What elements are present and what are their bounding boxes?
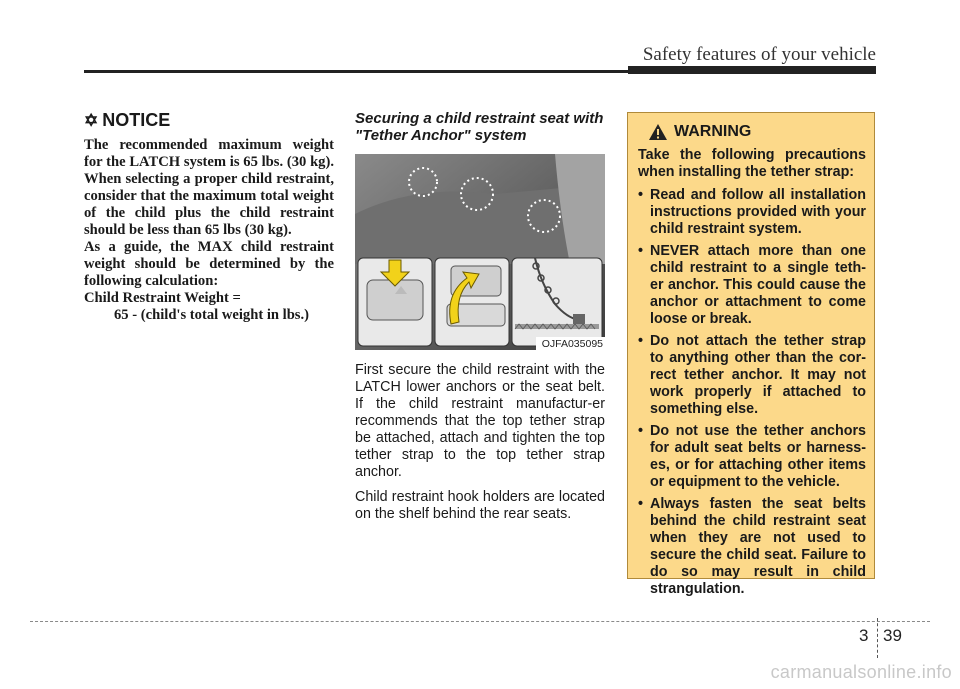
warning-intro: Take the following precautions when installing the tether strap: [638, 147, 866, 180]
notice-paragraph: The recommended maximum weight for the LATCH system is 65 lbs. (30 kg). When selecting a proper child restraint, consider that the maximum total weight of the child plus the child restraint should be less than 65 lbs (30 kg). [84, 137, 334, 238]
warning-heading [648, 123, 866, 141]
warning-title: WARNING [674, 123, 752, 140]
warning-item: • Do not use the tether anchors for adult seat belts or harness-es, or for attaching other items or equipment to the vehicle. [638, 423, 866, 491]
watermark: carmanualsonline.info [770, 662, 952, 682]
tether-section [355, 110, 605, 531]
header-tab [628, 66, 876, 74]
tether-anchor-figure [355, 154, 605, 350]
page-divider [877, 618, 878, 658]
warning-item: • Do not attach the tether strap to anything other than the cor-rect tether anchor. It may not work properly if attached to something else. [638, 333, 866, 418]
notice-title: NOTICE [102, 110, 171, 130]
page-number: 39 [883, 626, 902, 645]
figure-illustration [355, 154, 605, 350]
notice-section [84, 110, 334, 324]
section-body [355, 362, 605, 523]
chapter-number: 3 [859, 626, 869, 645]
figure-code: OJFA035095 [536, 337, 605, 350]
warning-list [638, 187, 866, 598]
header-title: Safety features of your vehicle [642, 44, 876, 65]
notice-formula-label: Child Restraint Weight = [84, 290, 241, 306]
warning-item: • Always fasten the seat belts behind the child restraint seat when they are not used to secure the child seat. Failure to do so may result in child strangulation. [638, 496, 866, 598]
section-paragraph: First secure the child restraint with the LATCH lower anchors or the seat belt. If the child restraint manufactur-er recommends that the top tether strap be attached, attach and tighten the top tether strap to the top tether strap anchor. [355, 362, 605, 480]
cross-star-icon: ✡ [84, 110, 99, 130]
warning-item: • NEVER attach more than one child restraint to a single teth-er anchor. This could cause the anchor or attachment to come loose or break. [638, 243, 866, 328]
warning-triangle-icon [648, 123, 668, 141]
warning-item: • Read and follow all installation instructions provided with your child restraint system. [638, 187, 866, 238]
footer-rule [30, 621, 930, 622]
section-title: Securing a child restraint seat with "Tether Anchor" system [355, 110, 604, 144]
warning-box [627, 112, 875, 597]
notice-body [84, 137, 334, 324]
notice-paragraph: As a guide, the MAX child restraint weight should be determined by the following calculation: [84, 239, 334, 289]
notice-heading [84, 110, 334, 131]
notice-formula-value: 65 - (child's total weight in lbs.) [114, 307, 309, 323]
section-paragraph: Child restraint hook holders are located on the shelf behind the rear seats. [355, 489, 605, 522]
